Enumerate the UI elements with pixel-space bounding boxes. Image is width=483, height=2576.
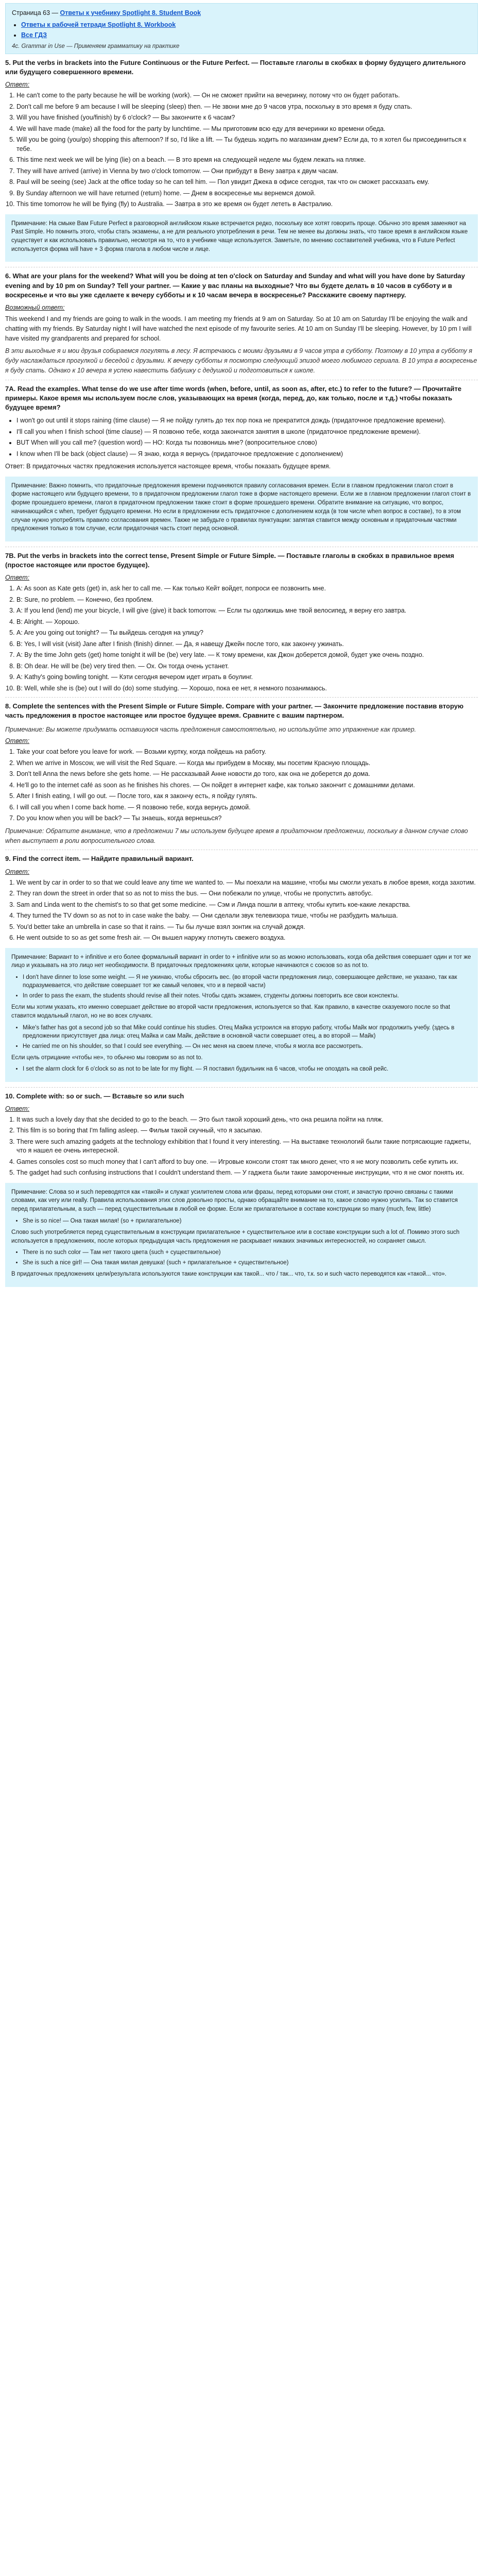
note-list — [11, 1024, 472, 1050]
task-5-title: 5. Put the verbs in brackets into the Future Continuous or the Future Perfect. — Поставьте глаголы в скобках в форму будущего длительного или будущего совершенного времени. — [5, 58, 466, 76]
list-item: 4. They turned the TV down so as not to in case wake the baby. — Они сделали звук телевизора тише, чтобы не разбудить малыша. — [16, 911, 478, 921]
task-7b-title: 7B. Put the verbs in brackets into the correct tense, Present Simple or Future Simple. — Поставьте глаголы в скобках в правильное время (простое настоящее или простое будущее). — [5, 551, 454, 569]
list-item: 5. After I finish eating, I will go out. — После того, как я закончу есть, я пойду гулять. — [16, 792, 478, 801]
all-gdz-link[interactable]: Все ГДЗ — [21, 31, 47, 39]
list-item: 1. It was such a lovely day that she decided to go to the beach. — Это был такой хороший день, что она решила пойти на пляж. — [16, 1115, 478, 1125]
list-item: • I don't have dinner to lose some weight. — Я не ужинаю, чтобы сбросить вес. (во второй части предложения лицо, совершающее действие, не указано, так как подразумевается, что действие совершает тот же самый человек, что и в первой части) — [23, 973, 472, 990]
task-8-note: Примечание: Обратите внимание, что в предложении 7 мы используем будущее время в придаточном предложении, поскольку в данном случае слово when выступает в роли вопросительного слова. — [5, 827, 468, 844]
task-9-note — [5, 948, 478, 1082]
breadcrumb — [12, 9, 471, 18]
list-item: 8. B: Oh dear. He will be (be) very tired then. — Ох. Он тогда очень устанет. — [16, 662, 478, 671]
note-list — [11, 1065, 472, 1073]
answer-english: This weekend I and my friends are going to walk in the woods. I am meeting my friends at 9 am on Saturday. So at 10 am on Saturday I'll be enjoying the walk and chatting with my friends. By Saturday night I will have watched the next episode of my favourite series. At 10 am on Sunday I'll be sleeping. However, by 10 pm I will have visited my grandparents and prepared for school. — [5, 315, 472, 342]
answer-label: Ответ: — [5, 868, 30, 875]
list-item: 3. Sam and Linda went to the chemist's to so that get some medicine. — Сэм и Линда пошли в аптеку, чтобы купить кое-какие лекарства. — [16, 901, 478, 910]
note-text: Если мы хотим указать, кто именно совершает действие во второй части предложения, используется so that. Как правило, в качестве сказуемого после so that ставится модальный глагол, но не во всех случаях. — [11, 1004, 451, 1019]
divider — [5, 697, 478, 698]
link-item — [21, 31, 471, 40]
list-item: 4. Games consoles cost so much money that I can't afford to buy one. — Игровые консоли стоят так много денег, что я не могу позволить себе купить их. — [16, 1158, 478, 1167]
task-5-note — [5, 214, 478, 262]
list-item: 2. They ran down the street in order that so as not to miss the bus. — Они побежали по улице, чтобы не пропустить автобус. — [16, 889, 478, 899]
student-book-link[interactable]: Ответы к учебнику Spotlight 8. Student Book — [60, 9, 201, 16]
list-item: 4. He'll go to the internet café as soon as he finishes his chores. — Он пойдет в интернет кафе, как только закончит с домашними делами. — [16, 781, 478, 790]
list-item: 8. Paul will be seeing (see) Jack at the office today so he can tell him. — Пол увидит Джека в офисе сегодня, так что он сможет рассказать ему. — [16, 178, 478, 187]
list-item: 5. You'd better take an umbrella in case so that it rains. — Ты бы лучше взял зонтик на случай дождя. — [16, 923, 478, 932]
link-item — [21, 21, 471, 30]
task-7a-title: 7A. Read the examples. What tense do we use after time words (when, before, until, as soon as, after, etc.) to refer to the future? — Прочитайте примеры. Какое время мы используем после слов, указывающих на время (когда, перед, до, как только, после и т.д.) чтобы показать будущее время? — [5, 384, 462, 411]
list-item: • I know when I'll be back (object clause) — Я знаю, когда я вернусь (придаточное предложение с дополнением) — [16, 450, 478, 459]
list-item: 5. The gadget had such confusing instructions that I couldn't understand them. — У гаджета были такие замороченные инструкции, что я не смог понять их. — [16, 1168, 478, 1178]
list-item: 7. They will have arrived (arrive) in Vienna by two o'clock tomorrow. — Они прибудут в Вену завтра к двум часам. — [16, 167, 478, 176]
list-item: 1. He can't come to the party because he will be working (work). — Он не сможет прийти на вечеринку, потому что он будет работать. — [16, 91, 478, 100]
list-item: 3. Don't tell Anna the news before she gets home. — Не рассказывай Анне новости до того, как она не доберется до дома. — [16, 770, 478, 779]
task-10-note — [5, 1183, 478, 1287]
list-item: 5. Will you be going (you/go) shopping this afternoon? If so, I'd like a lift. — Ты будешь ходить по магазинам днем? Если да, то я хотел бы присоединиться к тебе. — [16, 135, 478, 154]
list-item: • I'll call you when I finish school (time clause) — Я позвоню тебе, когда закончатся занятия в школе (придаточное предложение времени). — [16, 428, 478, 437]
list-item: • He carried me on his shoulder, so that I could see everything. — Он нес меня на своем плече, чтобы я могла все рассмотреть. — [23, 1042, 472, 1050]
list-item: • In order to pass the exam, the students should revise all their notes. Чтобы сдать экзамен, студенты должны повторить все свои конспекты. — [23, 992, 472, 1000]
task-9-list — [5, 878, 478, 943]
task-7a-answer: Ответ: В придаточных частях предложения используется настоящее время, чтобы показать будущее время. — [5, 463, 331, 470]
task-7a-note — [5, 477, 478, 541]
list-item: 2. Don't call me before 9 am because I will be sleeping (sleep) then. — Не звони мне до 9 часов утра, поскольку в это время я буду спать. — [16, 103, 478, 112]
list-item: 2. B: Sure, no problem. — Конечно, без проблем. — [16, 596, 478, 605]
note-text: Примечание: Важно помнить, что придаточные предложения времени подчиняются правилу согласования времен. Если в главном предложении глагол стоит в форме настоящего или будущего времени, то в придаточном предложении глагол тоже в форме настоящего времени. Если же в главном предложении глагол стоит в форме прошедшего времени, глагол в придаточном предложении также стоит в форме прошедшего времени. Обратите внимание на ситуацию, что вопрос, начинающийся с when, требует будущего времени. Но если в предложении есть придаточное с дополнением когда (в том числе when вопрос в составе), то в этом случае нужно употреблять правило согласования времен. Также не забудьте о правилах пунктуации: запятая ставится между основным и придаточным частями предложения только в том случае, если придаточная часть стоит перед основной. — [11, 482, 471, 532]
note-text: Если цель отрицание «чтобы не», то обычно мы говорим so as not to. — [11, 1054, 203, 1061]
task-8-list — [5, 748, 478, 823]
list-item: 6. He went outside to so as get some fresh air. — Он вышел наружу глотнуть свежего воздуха. — [16, 934, 478, 943]
answer-label: Ответ: — [5, 81, 30, 89]
list-item: 4. B: Alright. — Хорошо. — [16, 618, 478, 627]
list-item: 1. Take your coat before you leave for work. — Возьми куртку, когда пойдешь на работу. — [16, 748, 478, 757]
answer-russian: В эти выходные я и мои друзья собираемся погулять в лесу. Я встречаюсь с моими друзьями в 9 часов утра в субботу. Поэтому в 10 утра в субботу я буду наслаждаться прогулкой и беседой с друзьями. К вечеру субботы я посмотрю следующий эпизод моего любимого сериала. В 10 утра в воскресенье я буду спать. Однако к 10 вечера я успею навестить бабушку с дедушкой и подготовиться к школе. — [5, 347, 477, 374]
task-9-title: 9. Find the correct item. — Найдите правильный вариант. — [5, 855, 194, 863]
task-10-title: 10. Complete with: so or such. — Вставьте so или such — [5, 1092, 184, 1100]
answer-label: Возможный ответ: — [5, 304, 65, 311]
note-text: Примечание: Слова so и such переводятся как «такой» и служат усилителем слова или фразы, перед которыми они стоят, и зачастую прочно связаны с такими словами, как very или really. Правила использования этих слов довольно просты, однако обращайте внимание на то, какое слово нужно усилить. Так so ставится перед прилагательным, а such — перед существительным в любой ее форме. Если же прилагательное в составе конструкции so many (much, few, little) — [11, 1189, 458, 1213]
note-text: Примечание: Вариант to + infinitive и его более формальный вариант in order to + infinitive или so as можно использовать, когда оба действия совершает один и тот же лицо и указывать на это лицо нет необходимости. В придаточных предложениях цели, которые начинаются с союзов so as not to. — [11, 954, 471, 969]
task-8-title: 8. Complete the sentences with the Present Simple or Future Simple. Compare with your partner. — Закончите предложение поставив вторую часть предложения в простое настоящее или простое будущее время. Сравните с вашим партнером. — [5, 702, 464, 720]
task-8-intro: Примечание: Вы можете придумать оставшуюся часть предложения самостоятельно, но используйте это упражнение как пример. — [5, 725, 417, 733]
list-item: 9. A: Kathy's going bowling tonight. — Кэти сегодня вечером идет играть в боулинг. — [16, 673, 478, 682]
list-item: 1. A: As soon as Kate gets (get) in, ask her to call me. — Как только Кейт войдет, попроси ее позвонить мне. — [16, 584, 478, 594]
list-item: 3. A: If you lend (lend) me your bicycle, I will give (give) it back tomorrow. — Если ты одолжишь мне твой велосипед, я верну его завтра. — [16, 606, 478, 616]
list-item: 10. B: Well, while she is (be) out I will do (do) some studying. — Хорошо, пока ее нет, я немного позанимаюсь. — [16, 684, 478, 693]
links-list — [14, 21, 471, 40]
note-text: В придаточных предложениях цели/результата используются такие конструкции как такой... что / так... что, т.к. so и such часто переводятся как «такой... что». — [11, 1271, 447, 1278]
answer-label: Ответ: — [5, 1105, 30, 1112]
list-item: • BUT When will you call me? (question word) — НО: Когда ты позвонишь мне? (вопросительное слово) — [16, 438, 478, 448]
task-6-title: 6. What are your plans for the weekend? What will you be doing at ten o'clock on Saturday and Sunday and what will you have done by Saturday evening and by 10 pm on Sunday? Tell your partner. — Какие у вас планы на выходные? Что вы будете делать в 10 часов в субботу и в воскресенье и что вы уже сделаете к вечеру субботы и к 10 часам вечера в воскресенье? Расскажите своему партнеру. — [5, 272, 465, 299]
header-box — [5, 3, 478, 54]
list-item: • She is such a nice girl! — Она такая милая девушка! (such + прилагательное + существительное) — [23, 1259, 472, 1267]
divider — [5, 1087, 478, 1088]
list-item: 3. Will you have finished (you/finish) by 6 o'clock? — Вы закончите к 6 часам? — [16, 113, 478, 123]
task-10-list — [5, 1115, 478, 1178]
workbook-link[interactable]: Ответы к рабочей тетради Spotlight 8. Workbook — [21, 21, 176, 28]
list-item: 6. B: Yes, I will visit (visit) Jane after I finish (finish) dinner. — Да, я навещу Джейн после того, как закончу ужинать. — [16, 640, 478, 649]
list-item: • I won't go out until it stops raining (time clause) — Я не пойду гулять до тех пор пока не прекратится дождь (придаточное предложение времени). — [16, 416, 478, 426]
list-item: 1. We went by car in order to so that we could leave any time we wanted to. — Мы поехали на машине, чтобы мы смогли уехать в любое время, когда захотим. — [16, 878, 478, 888]
crumb-prefix: Страница 63 — — [12, 9, 59, 16]
list-item: 6. This time next week we will be lying (lie) on a beach. — В это время на следующей неделе мы будем лежать на пляже. — [16, 156, 478, 165]
list-item: 7. A: By the time John gets (get) home tonight it will be (be) very late. — К тому времени, как Джон доберется домой, будет уже очень поздно. — [16, 651, 478, 660]
list-item: • Mike's father has got a second job so that Mike could continue his studies. Отец Майка устроился на вторую работу, чтобы Майк мог продолжить учебу. (здесь в предложении присутствует два лица: отец Майка и сам Майк, действие в основной части совершает отец, а во второй — Майк) — [23, 1024, 472, 1040]
list-item: 6. I will call you when I come back home. — Я позвоню тебе, когда вернусь домой. — [16, 803, 478, 812]
task-7b-list — [5, 584, 478, 693]
page — [5, 3, 478, 1287]
answer-label: Ответ: — [5, 737, 30, 745]
list-item: 2. When we arrive in Moscow, we will visit the Red Square. — Когда мы прибудем в Москву, мы посетим Красную площадь. — [16, 759, 478, 768]
list-item: 4. We will have made (make) all the food for the party by lunchtime. — Мы приготовим всю еду для вечеринки ко времени обеда. — [16, 125, 478, 134]
list-item: 2. This film is so boring that I'm falling asleep. — Фильм такой скучный, что я засыпаю. — [16, 1126, 478, 1136]
task-5-list — [5, 91, 478, 209]
answer-label: Ответ: — [5, 574, 30, 582]
list-item: 7. Do you know when you will be back? — Ты знаешь, когда вернешься? — [16, 814, 478, 823]
list-item: • I set the alarm clock for 6 o'clock so as not to be late for my flight. — Я поставил будильник на 6 часов, чтобы не опоздать на свой рейс. — [23, 1065, 472, 1073]
list-item: • There is no such color — Там нет такого цвета (such + существительное) — [23, 1248, 472, 1257]
section-subtitle: 4c. Grammar in Use — Применяем грамматику на практике — [12, 43, 180, 49]
note-list — [11, 973, 472, 1000]
list-item: 9. By Sunday afternoon we will have returned (return) home. — Днем в воскресенье мы вернемся домой. — [16, 189, 478, 198]
list-item: 5. A: Are you going out tonight? — Ты выйдешь сегодня на улицу? — [16, 629, 478, 638]
list-item: 3. There were such amazing gadgets at the technology exhibition that I found it very interesting. — На выставке технологий были такие потрясающие гаджеты, что я нашел ее очень интересной. — [16, 1138, 478, 1156]
list-item: 10. This time tomorrow he will be flying (fly) to Australia. — Завтра в это же время он будет лететь в Австралию. — [16, 200, 478, 209]
note-text: Примечание: На смыке Вам Future Perfect в разговорной английском языке встречается редко, поскольку все хотят говорить проще. Обычно это время заменяют на Past Simple. Но помнить этого, чтобы стать экзамены, а не для реального употребления в речи. Тем не менее вы должны знать, что такое время в английском языке существует и как использовать правильно, несмотря на то, что в учебнике чаще используется. Заметьте, по мнению составителей учебника, что в Future Perfect используется форма will have + 3 форма глагола в любом числе и лице. — [11, 220, 468, 252]
task-7a-list — [5, 416, 478, 459]
note-list — [11, 1217, 472, 1225]
note-list — [11, 1248, 472, 1267]
note-text: Слово such употребляется перед существительным в конструкции прилагательное + существительное или в составе конструкции such a lot of. Помимо этого such используется в предложениях, после которых предыдущая часть предложения не раскрывает никаких значимых интересностей, но сохраняет смысл. — [11, 1229, 460, 1244]
list-item: • She is so nice! — Она такая милая! (so + прилагательное) — [23, 1217, 472, 1225]
